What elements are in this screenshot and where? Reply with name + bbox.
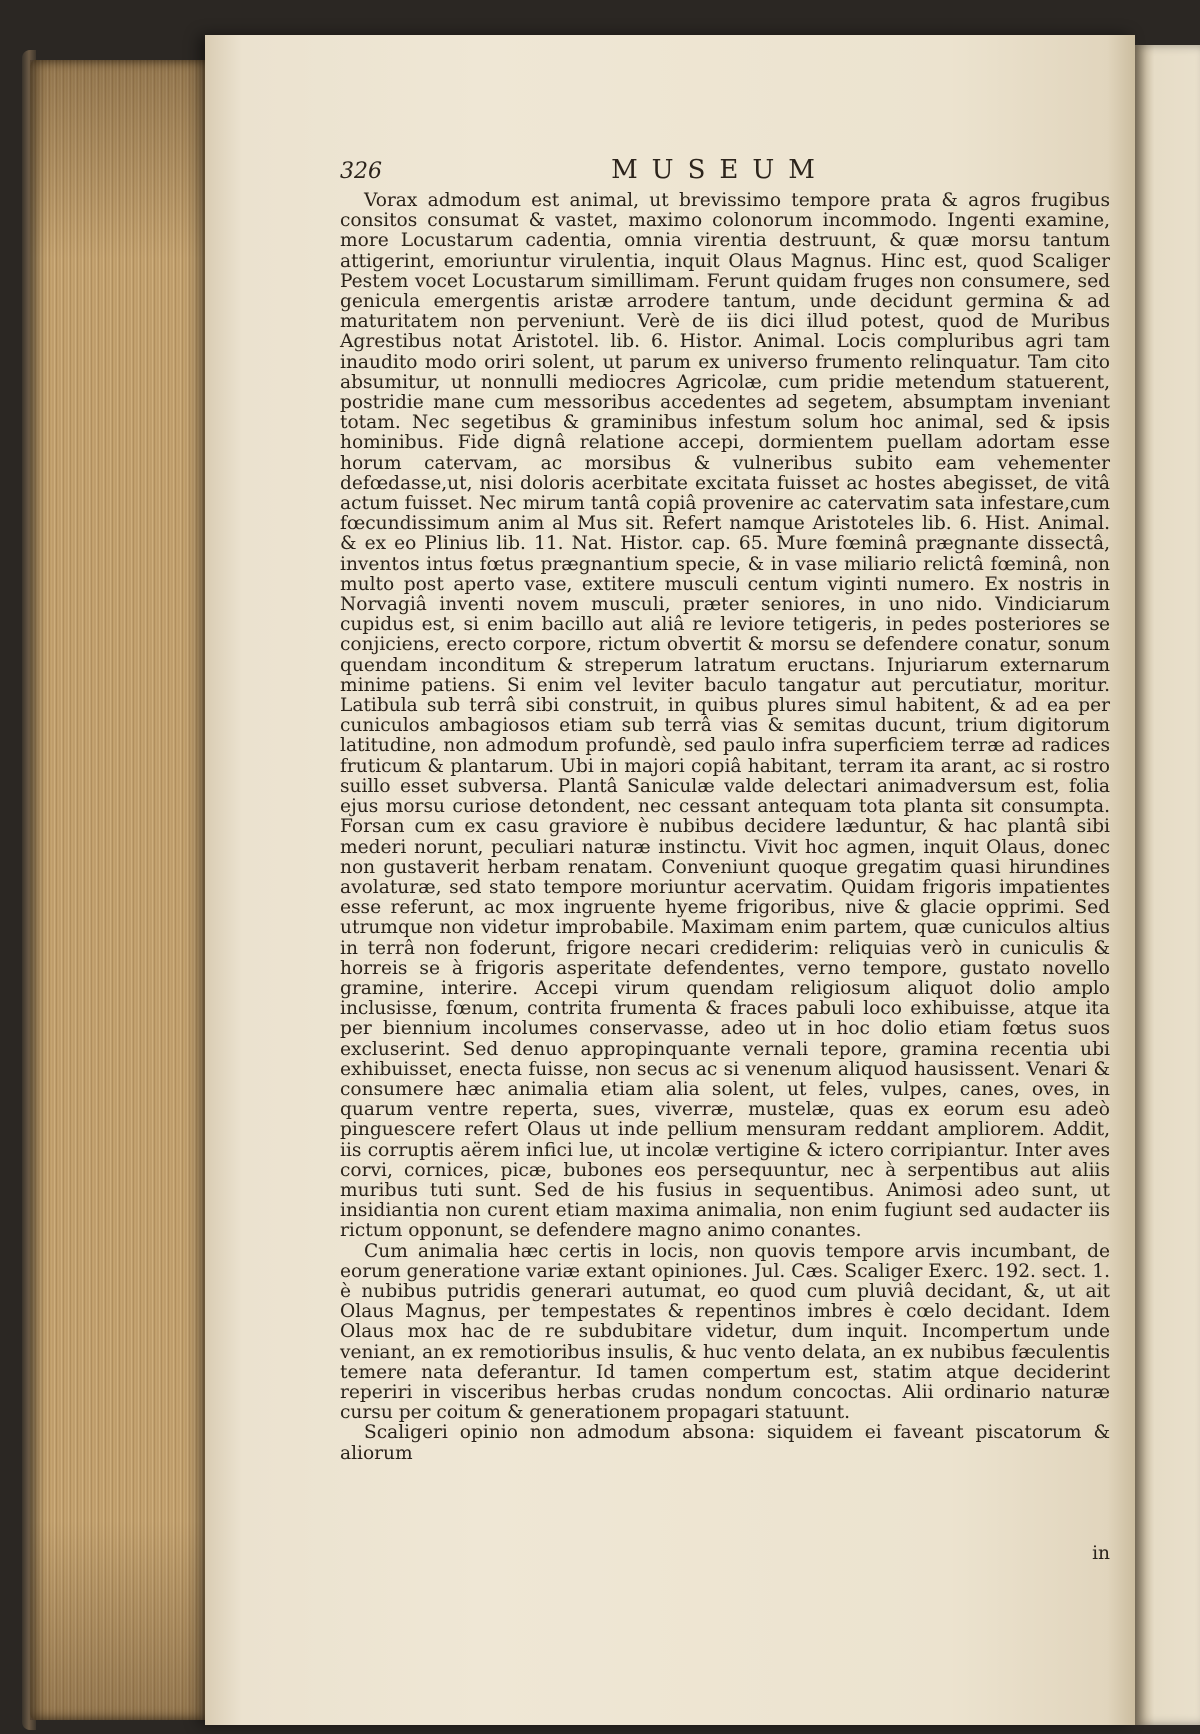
body-text	[340, 191, 1110, 1464]
running-head: MUSEUM	[611, 155, 829, 185]
paragraph: Cum animalia hæc certis in locis, non quovis tempore arvis incumbant, de eorum generatione variæ extant opiniones. Jul. Cæs. Scaliger Exerc. 192. sect. 1. è nubibus putridis generari autumat, eo quod cum pluviâ decidant, &, ut ait Olaus Magnus, per tempestates & repentinos imbres è cœlo decidant. Idem Olaus mox hac de re subdubitare videtur, dum inquit. Incompertum unde veniant, an ex remotioribus insulis, & huc vento delata, an ex nubibus fæculentis temere nata deferantur. Id tamen compertum est, statim atque deciderint reperiri in visceribus herbas crudas nondum concoctas. Alii ordinario naturæ cursu per coitum & generationem propagari statuunt.	[340, 1240, 1110, 1424]
page-number: 326	[340, 159, 382, 184]
page-edges	[30, 60, 210, 1720]
facing-page-edge	[1135, 45, 1200, 1725]
catchword: in	[1092, 1543, 1110, 1564]
page-header	[340, 155, 1100, 195]
book-page	[205, 35, 1135, 1725]
paragraph: Vorax admodum est animal, ut brevissimo tempore prata & agros frugibus consitos consumat & vastet, maximo colonorum incommodo. Ingenti examine, more Locustarum cadentia, omnia virentia destruunt, & quæ morsu tantum attigerint, emoriuntur virulentia, inquit Olaus Magnus. Hinc est, quod Scaliger Pestem vocet Locustarum simillimam. Ferunt quidam fruges non consumere, sed genicula emergentis aristæ arrodere tantum, unde decidunt germina & ad maturitatem non perveniunt. Verè de iis dici illud potest, quod de Muribus Agrestibus notat Aristotel. lib. 6. Histor. Animal. Locis compluribus agri tam inaudito modo oriri solent, ut parum ex universo frumento relinquatur. Tam cito absumitur, ut nonnulli mediocres Agricolæ, cum pridie metendum statuerent, postridie mane cum messoribus accedentes ad segetem, absumptam inveniant totam. Nec segetibus & graminibus infestum solum hoc animal, sed & ipsis hominibus. Fide dignâ relatione accepi, dormientem puellam adortam esse horum catervam, ac morsibus & vulneribus subito eam vehementer defœdasse,ut, nisi doloris acerbitate excitata fuisset ac hostes abegisset, de vitâ actum fuisset. Nec mirum tantâ copiâ provenire ac catervatim sata infestare,cum fœcundissimum anim al Mus sit. Refert namque Aristoteles lib. 6. Hist. Animal. & ex eo Plinius lib. 11. Nat. Histor. cap. 65. Mure fœminâ prægnante dissectâ, inventos intus fœtus prægnantium specie, & in vase miliario relictâ fœminâ, non multo post aperto vase, extitere musculi centum viginti numero. Ex nostris in Norvagiâ inventi novem musculi, præter seniores, in uno nido. Vindiciarum cupidus est, si enim bacillo aut aliâ re leviore tetigeris, in pedes posteriores se conjiciens, erecto corpore, rictum obvertit & morsu se defendere conatur, sonum quendam inconditum & streperum latratum eructans. Injuriarum externarum minime patiens. Si enim vel leviter baculo tangatur aut percutiatur, moritur. Latibula sub terrâ sibi construit, in quibus plures simul habitent, & ad ea per cuniculos ambagiosos etiam sub terrâ vias & semitas ducunt, trium digitorum latitudine, non admodum profundè, sed paulo infra superficiem terræ ad radices fruticum & plantarum. Ubi in majori copiâ habitant, terram ita arant, ac si rostro suillo esset subversa. Plantâ Saniculæ valde delectari animadversum est, folia ejus morsu curiose detondent, nec cessant antequam tota planta sit consumpta. Forsan cum ex casu graviore è nubibus decidere læduntur, & hac plantâ sibi mederi norunt, peculiari naturæ instinctu. Vivit hoc agmen, inquit Olaus, donec non gustaverit herbam renatam. Conveniunt quoque gregatim quasi hirundines avolaturæ, sed stato tempore moriuntur acervatim. Quidam frigoris impatientes esse referunt, ac mox ingruente hyeme frigoribus, nive & glacie opprimi. Sed utrumque non videtur improbabile. Maximam enim partem, quæ cuniculos altius in terrâ non foderunt, frigore necari crediderim: reliquias verò in cuniculis & horreis se à frigoris asperitate defendentes, verno tempore, gustato novello gramine, interire. Accepi virum quendam religiosum aliquot dolio amplo inclusisse, fœnum, contrita frumenta & fraces pabuli loco exhibuisse, atque ita per biennium incolumes conservasse, adeo ut in hoc dolio etiam fœtus suos excluserint. Sed denuo appropinquante vernali tepore, gramina recentia ubi exhibuisset, enecta fuisse, non secus ac si venenum aliquod hausissent. Venari & consumere hæc animalia etiam alia solent, ut feles, vulpes, canes, oves, in quarum ventre reperta, sues, viverræ, mustelæ, quas ex eorum esu adeò pinguescere refert Olaus ut inde pellium mensuram reddant ampliorem. Addit, iis corruptis aërem infici lue, ut incolæ vertigine & ictero corripiantur. Inter aves corvi, cornices, picæ, bubones eos persequuntur, nec à serpentibus aut aliis muribus tuti sunt. Sed de his fusius in sequentibus. Animosi adeo sunt, ut insidiantia non curent etiam maxima animalia, non enim fugiunt sed audacter iis rictum opponunt, se defendere magno animo conantes.	[340, 190, 1110, 1242]
paragraph: Scaligeri opinio non admodum absona: siquidem ei faveant piscatorum & aliorum	[340, 1422, 1110, 1464]
